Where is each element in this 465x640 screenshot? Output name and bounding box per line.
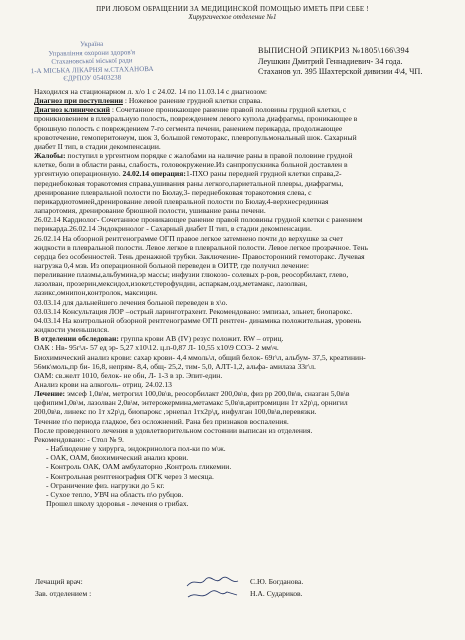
text-line	[34, 353, 462, 362]
head-name: Н.А. Судариков.	[250, 589, 303, 598]
signature-block	[35, 577, 455, 601]
text-segment: эмсеф 1,0в\м, метрогил 100,0в\в, реосорбилакт 200,0в\в, физ рр 200,0в\в, сназган 5,0в\в	[65, 389, 350, 399]
text-segment: 03.03.14 Консультация ЛОР –острый ларинготрахеит. Рекомендовано: эмпизал, эльнет, биопарокс.	[34, 306, 353, 316]
text-segment: диабет II тип, в стадии декомпенсации.	[34, 141, 161, 151]
text-segment: : Ножевое ранение грудной клетки справа.	[122, 96, 263, 106]
text-line	[34, 105, 462, 114]
recommendation-item: - Ограничение физ. нагрузки до 5 кг.	[46, 480, 165, 490]
text-line	[34, 179, 462, 188]
text-line	[34, 417, 462, 426]
text-line	[34, 407, 462, 416]
text-line	[34, 87, 462, 96]
text-line	[34, 316, 462, 325]
doctor-name: С.Ю. Богданова.	[250, 577, 304, 586]
stamp-line: Управління охорони здоров'я	[48, 47, 136, 58]
text-line	[34, 426, 462, 435]
text-segment: 24.02.14 операция:	[122, 169, 186, 179]
text-segment: жидкости в плевральной полости. Левое легкое в плевральной полости. Левое легкое прозрачное. Тень	[34, 242, 368, 252]
title-block	[258, 46, 458, 78]
text-line	[34, 380, 462, 389]
text-segment: проникновением в плевральную полость, повреждением левого купола диафрагмы, проникающее в	[34, 114, 358, 124]
text-line	[34, 362, 462, 371]
text-line	[34, 270, 462, 279]
text-line	[34, 298, 462, 307]
stamp-line: Стахановської міської ради	[51, 56, 133, 66]
text-segment: Находился на стационарном л. х/о 1 с 24.02. 14 по 11.03.14 с диагнозом:	[34, 87, 268, 96]
text-segment: поступил в ургентном порядке с жалобами на наличие раны в правой половине грудной	[65, 151, 353, 161]
text-line	[34, 398, 462, 407]
text-segment: 200,0в\в, линекс по 1т х2р\д, биопарокс ,эрнепал 1тх2р\д, инфулган 100,0в\в,перевязки.	[34, 407, 317, 417]
text-segment: Рекомендовано: - Стол № 9.	[34, 434, 124, 444]
text-segment: В отделении обследован:	[34, 334, 119, 344]
text-segment: : Сочетанное проникающее ранение правой половины грудной клетки, с	[109, 105, 347, 115]
text-line	[34, 151, 462, 160]
recommendation-item: - Наблюдение у хирурга, эндокринолога пол-ки по м\ж.	[46, 444, 226, 454]
text-line	[34, 197, 462, 206]
stamp-line: ЄДРПОУ 05403238	[63, 73, 122, 83]
text-segment: перикарда.26.02.14 Эндокринолог - Сахарный диабет II тип, в стадии декомпенсации.	[34, 224, 312, 234]
text-line	[34, 142, 462, 151]
text-segment: 03.03.14 для дальнейшего лечения больной переведен в х\о.	[34, 297, 228, 307]
text-line	[34, 96, 462, 105]
recommendation-item: - Контрольная рентгенография ОГК через 3 месяца.	[46, 471, 214, 481]
text-line	[34, 435, 462, 444]
text-segment: лазолван, прозерин,мексидол,изокет,стерофундин, аспаркам,озд,метамакс, лазолван,	[34, 279, 308, 289]
text-line	[34, 124, 462, 133]
text-segment: клетке, боли в области раны, слабость, головокружение.Из санпропускника больной доставлен в	[34, 160, 348, 170]
head-label: Зав. отделением :	[35, 589, 92, 598]
text-segment: кровотечение, гемоперитонеум, шок 3, большой гемоторакс, плевропульмональный шок. Сахарный	[34, 132, 357, 142]
recommendation-item: - Сухое тепло, УВЧ на область п\о рубцов.	[46, 489, 184, 499]
text-line	[34, 160, 462, 169]
text-segment: 1-ПХО раны передней грудной клетки справа,2-	[185, 169, 342, 179]
text-segment: жидкости уменьшился.	[34, 325, 109, 335]
text-segment: переливание плазмы,альбумина,эр массы; инфузии глюкозо- солевых р-ров, реосорбилакт, глево,	[34, 270, 349, 280]
recommendation-item: - ОАК, ОАМ, биохимический анализ крови.	[46, 453, 189, 463]
text-line	[34, 224, 462, 233]
text-segment: 56мк\моль,пр би- 16,8, непрям- 8,4, общ- 25,2, тим- 5,0, АЛТ-1,2, альфа- амилаза 33г\л.	[34, 361, 316, 371]
text-line	[34, 334, 462, 343]
text-segment: нагрузка 0,4 мзв. Из операционной больной переведен в ОИТР, где получил лечение:	[34, 260, 310, 270]
text-segment: 26.02.14 На обзорной рентгенограмме ОГП правое легкое затемнено почти до верхушке за счет	[34, 233, 343, 243]
doctor-signature-row	[35, 577, 455, 589]
text-segment: Жалобы:	[34, 151, 66, 161]
text-segment: Диагноз при поступлении	[34, 96, 123, 106]
text-segment: Лечение:	[34, 389, 66, 399]
text-line	[34, 343, 462, 352]
text-segment: 04.03.14 На контрольной обзорной рентгенограмме ОГП рентген- динамика положительная, уровень	[34, 315, 362, 325]
text-segment: ОАК : Нв- 95г\л- 57 ед эр- 5,27 х10\12. ц.п-0,87 Л- 10,55 х10\9 СОЭ- 2 мм\ч.	[34, 343, 279, 353]
text-segment: дренирование плевральной полости по Бюлау,3- переднебоковая торакотомия слева, с	[34, 187, 312, 197]
text-segment: брюшную полость с повреждением 7-го сегмента печени, ранением перикарда, продолжающее	[34, 123, 343, 133]
text-segment: лапаротомия, дренирование брюшной полости, ушивание раны печени.	[34, 206, 266, 216]
stamp-line: Україна	[79, 39, 104, 49]
text-line	[34, 371, 462, 380]
text-segment: перикардиотомией,дренирование левой плевральной полости по Бюлау,4-верхнесрединная	[34, 196, 329, 206]
text-line	[34, 389, 462, 398]
text-segment: группа крови АВ (IV) резус положит. RW – отриц.	[118, 334, 284, 344]
department-name: Хирургическое отделение №1	[188, 13, 277, 21]
patient-address: Стаханов ул. 395 Шахтерской дивизии 4\4, ЧП.	[258, 67, 423, 76]
doctor-label: Лечащий врач:	[35, 577, 83, 586]
text-segment: цефипим1,0в\м, лазолван 2,0в\м, энтерожермина,метамакс 5,0в\в,аритромицин 1т х2р\д, орнигил	[34, 398, 348, 408]
stamp-line: 1-А МІСЬКА ЛІКАРНЯ м.СТАХАНОВА	[30, 64, 154, 75]
text-segment: лазикс,омнипон,контролок, максицин.	[34, 288, 158, 298]
text-segment: Анализ крови на алкоголь- отриц. 24.02.13	[34, 380, 172, 389]
text-segment: переднебоковая торакотомия справа,ушивания раны легкого,париетальной плевры, диафрагмы,	[34, 178, 344, 188]
text-line	[34, 279, 462, 288]
text-segment: После проведенного лечения в удовлетворительном состоянии выписан из отделения.	[34, 425, 313, 435]
text-line	[34, 169, 462, 178]
head-signature-row	[35, 589, 455, 601]
recommendation-item: Прошел школу здоровья - лечения о грибах.	[46, 499, 189, 509]
recommendation-item: - Контроль ОАК, ОАМ амбулаторно ,Контроль гликемии.	[46, 462, 232, 472]
text-line	[34, 133, 462, 142]
text-segment: Течение п\о периода гладкое, без осложнений. Рана без признаков воспаления.	[34, 416, 289, 426]
header-note: ПРИ ЛЮБОМ ОБРАЩЕНИИ ЗА МЕДИЦИНСКОЙ ПОМОЩЬЮ ИМЕТЬ ПРИ СЕБЕ !	[96, 5, 369, 13]
text-line	[34, 325, 462, 334]
text-segment: 26.02.14 Кардиолог- Сочетанное проникающее ранение правой половины грудной клетки с ранением	[34, 215, 363, 225]
text-segment: Диагноз клинический	[34, 105, 110, 115]
text-line	[34, 234, 462, 243]
text-segment: ОАМ: св.желт 1010, белок- не обн, Л- 1-3 в зр. Эпит-един.	[34, 370, 223, 380]
text-line	[34, 261, 462, 270]
document-title: ВЫПИСНОЙ ЭПИКРИЗ №1805\166\394	[258, 46, 410, 55]
text-line	[34, 206, 462, 215]
text-line	[34, 252, 462, 261]
handwritten-signature-icon	[185, 587, 240, 601]
hospital-stamp	[17, 39, 168, 92]
text-line	[34, 114, 462, 123]
text-line	[34, 215, 462, 224]
text-line	[34, 188, 462, 197]
text-line	[34, 243, 462, 252]
epicrisis-body	[34, 87, 462, 508]
text-segment: ургентную операционную.	[34, 169, 123, 179]
text-line	[34, 307, 462, 316]
patient-name: Леушкин Дмитрий Геннадиевич- 34 года.	[258, 56, 403, 66]
text-segment: сердца без особенностей. Тень дренажной трубки. Заключение- Правосторонний гемоторакс. Лучевая	[34, 251, 365, 261]
text-line	[34, 288, 462, 297]
text-segment: Биохимический анализ крови: сахар крови- 4,4 ммоль\л, общий белок- 69г\л, альбум- 37,5, креатинин-	[34, 352, 366, 362]
